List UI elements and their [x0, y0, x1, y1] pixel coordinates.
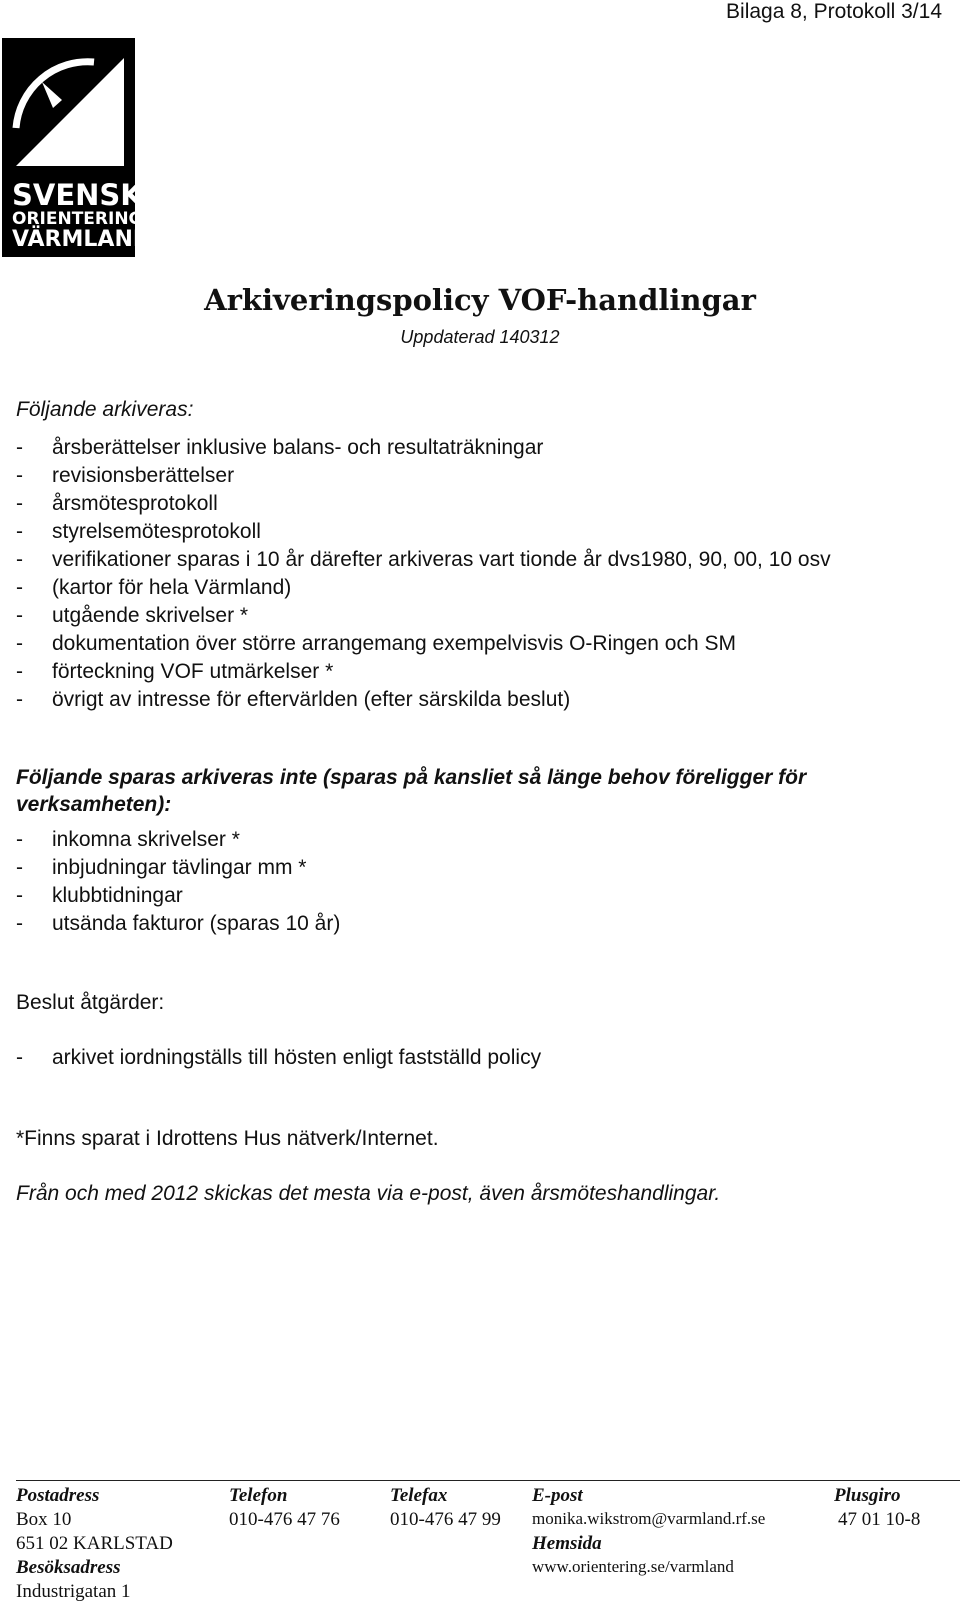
- besoksadress-label: Besöksadress: [16, 1557, 121, 1578]
- postadress-line2: 651 02 KARLSTAD: [16, 1533, 173, 1554]
- list-item: - inkomna skrivelser *: [16, 826, 946, 854]
- besoksadress-value: Industrigatan 1: [16, 1581, 131, 1602]
- list-item: - klubbtidningar: [16, 882, 946, 910]
- hemsida-value[interactable]: www.orientering.se/varmland: [532, 1557, 734, 1576]
- list-item: - inbjudningar tävlingar mm *: [16, 854, 946, 882]
- list-item: - utsända fakturor (sparas 10 år): [16, 910, 946, 938]
- list-item: - styrelsemötesprotokoll: [16, 518, 946, 546]
- document-subtitle: Uppdaterad 140312: [400, 327, 560, 347]
- postadress-line1: Box 10: [16, 1509, 72, 1530]
- telefon-label: Telefon: [229, 1485, 288, 1506]
- epost-value[interactable]: monika.wikstrom@varmland.rf.se: [532, 1509, 766, 1528]
- list-item: - övrigt av intresse för eftervärlden (efter särskilda beslut): [16, 686, 946, 714]
- list-item: - förteckning VOF utmärkelser *: [16, 658, 946, 686]
- header-note: Bilaga 8, Protokoll 3/14: [726, 0, 942, 23]
- list-item: - dokumentation över större arrangemang exempelvisvis O-Ringen och SM: [16, 630, 946, 658]
- telefax-label: Telefax: [390, 1485, 448, 1506]
- section-archived-heading: Följande arkiveras:: [16, 398, 194, 421]
- plusgiro-value: 47 01 10-8: [838, 1509, 921, 1530]
- letterhead-footer: [16, 1480, 960, 1602]
- svensk-orientering-varmland-logo: [2, 38, 152, 257]
- section-decision-heading: Beslut åtgärder:: [16, 991, 165, 1014]
- logo-text-svensk: SVENSK: [12, 178, 143, 212]
- document-title: Arkiveringspolicy VOF-handlingar: [204, 283, 756, 317]
- telefon-value: 010-476 47 76: [229, 1509, 340, 1530]
- decision-list: [16, 1044, 946, 1072]
- list-item: - årsmötesprotokoll: [16, 490, 946, 518]
- archived-list: [16, 434, 946, 714]
- list-item: - (kartor för hela Värmland): [16, 574, 946, 602]
- logo-text-orientering: ORIENTERING: [12, 209, 143, 229]
- list-item: - verifikationer sparas i 10 år därefter arkiveras vart tionde år dvs1980, 90, 00, 10 osv: [16, 546, 946, 574]
- telefax-value: 010-476 47 99: [390, 1509, 501, 1530]
- section-not-archived-heading-line1: Följande sparas arkiveras inte (sparas på kansliet så länge behov föreligger för: [16, 766, 807, 789]
- plusgiro-label: Plusgiro: [834, 1485, 901, 1506]
- note-email: Från och med 2012 skickas det mesta via e-post, även årsmöteshandlingar.: [16, 1182, 721, 1205]
- hemsida-label: Hemsida: [532, 1533, 602, 1554]
- list-item: - revisionsberättelser: [16, 462, 946, 490]
- list-item: - utgående skrivelser *: [16, 602, 946, 630]
- epost-label: E-post: [532, 1485, 583, 1506]
- section-not-archived-heading-line2: verksamheten):: [16, 793, 172, 816]
- list-item: - arkivet iordningställs till hösten enligt fastställd policy: [16, 1044, 946, 1072]
- postadress-label: Postadress: [16, 1485, 100, 1506]
- list-item: - årsberättelser inklusive balans- och resultaträkningar: [16, 434, 946, 462]
- not-archived-list: [16, 826, 946, 938]
- note-saved: *Finns sparat i Idrottens Hus nätverk/Internet.: [16, 1127, 439, 1150]
- logo-text-varmland: VÄRMLAND: [12, 227, 152, 252]
